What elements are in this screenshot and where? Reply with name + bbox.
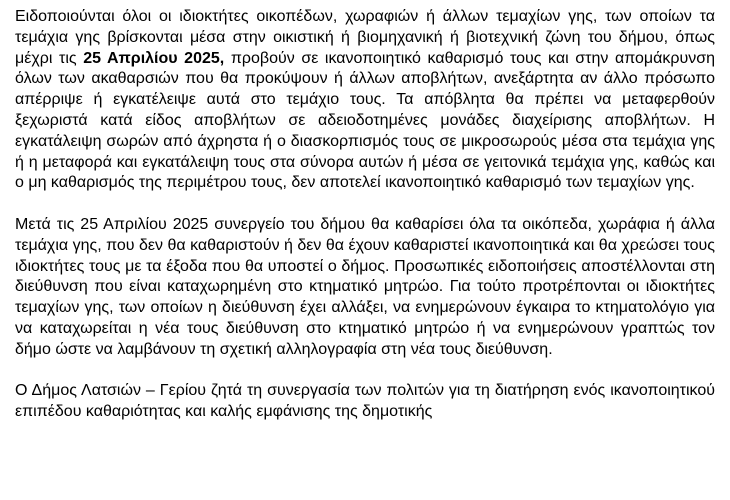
paragraph-land-owners-notice <box>15 7 715 194</box>
document-body <box>15 7 715 444</box>
deadline-date: 25 Απριλίου 2025, <box>83 49 225 67</box>
paragraph-1-text-after: προβούν σε ικανοποιητικό καθαρισμό τους και στην απομάκρυνση όλων των ακαθαρσιών που θα προκύψουν ή άλλων αποβλήτων, ανεξάρτητα αν άλλο πρόσωπο απέρριψε ή εγκατέλειψε αυτά στο τεμάχιο τους. Τα απόβλητα θα πρέπει να μεταφερθούν ξεχωριστά κατά είδος αποβλήτων σε αδειοδοτημένες μονάδες διαχείρισης αποβλήτων. Η εγκατάλειψη σωρών από άχρηστα ή ο διασκορπισμός τους σε μικροσωρούς μέσα στα τεμάχια γης ή η μεταφορά και εγκατάλειψη τους στα σύνορα αυτών ή μέσα σε γειτονικά τεμάχια γης, καθώς και ο μη καθαρισμός της περιμέτρου τους, δεν αποτελεί ικανοποιητικό καθαρισμό των τεμαχίων γης. <box>15 49 716 192</box>
paragraph-cooperation-request: Ο Δήμος Λατσιών – Γερίου ζητά τη συνεργασία των πολιτών για τη διατήρηση ενός ικανοποιητικού επιπέδου καθαριότητας και καλής εμφάνισης της δημοτικής <box>15 382 715 421</box>
paragraph-1-text-before: Ειδοποιούνται όλοι οι ιδιοκτήτες οικοπέδων, χωραφιών ή άλλων τεμαχίων γης, των οποίων τα τεμάχια γης βρίσκονται μέσα στην οικιστική ή βιομηχανική ή βιοτεχνική ζώνη του δήμου, όπως μέχρι τις <box>15 8 715 67</box>
paragraph-municipal-cleaning: Μετά τις 25 Απριλίου 2025 συνεργείο του δήμου θα καθαρίσει όλα τα οικόπεδα, χωράφια ή άλλα τεμάχια γης, που δεν θα καθαριστούν ή δεν θα έχουν καθαριστεί ικανοποιητικά και θα χρεώσει τους ιδιοκτήτες τους με τα έξοδα που θα υποστεί ο δήμος. Προσωπικές ειδοποιήσεις αποστέλλονται στη διεύθυνση που είναι καταχωρημένη στο κτηματικό μητρώο. Για τούτο προτρέπονται οι ιδιοκτήτες τεμαχίων γης, των οποίων η διεύθυνση έχει αλλάξει, να ενημερώνουν έγκαιρα το κτηματολόγιο για να καταχωρείται η νέα τους διεύθυνση στο κτηματικό μητρώο ή να ενημερώνουν γραπτώς τον δήμο ώστε να λαμβάνουν τη σχετική αλληλογραφία στη νέα τους διεύθυνση. <box>15 215 715 358</box>
